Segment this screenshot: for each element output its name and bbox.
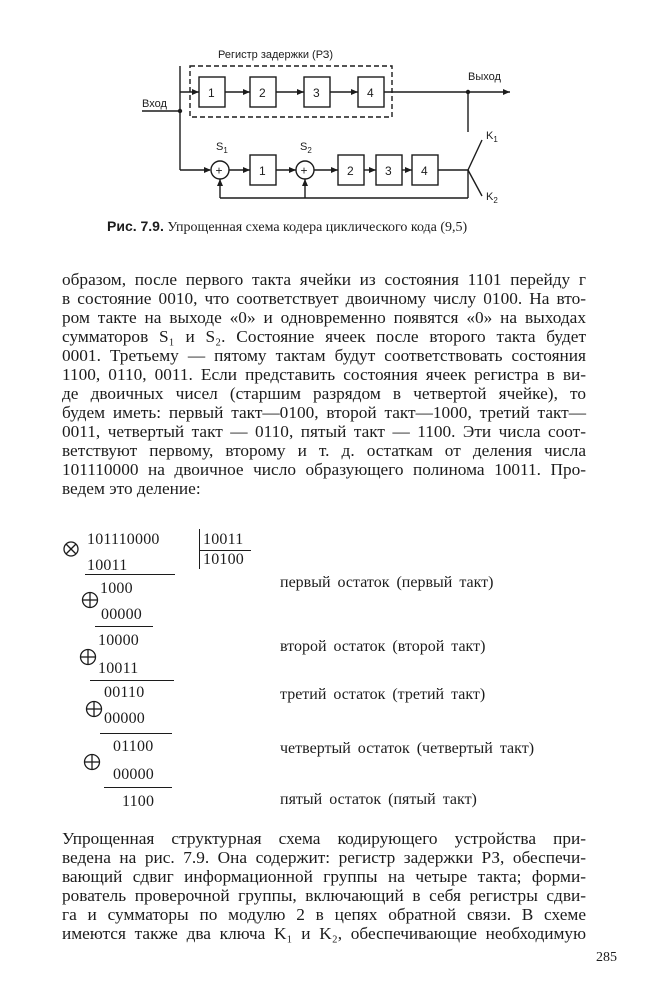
adder-s2-plus: + <box>300 163 308 178</box>
division-rule <box>95 626 153 627</box>
text-line: га и сумматоры по модулю 2 в цепях обратной связи. В схеме <box>62 905 586 924</box>
subtrahend-4: 00000 <box>104 710 145 727</box>
oplus-icon <box>82 752 102 772</box>
text-line: Упрощенная структурная схема кодирующего устройства при- <box>62 829 586 848</box>
figure-caption <box>107 218 467 236</box>
text-line: 0001. Третьему — пятому тактам будут соответствовать состояния <box>62 346 586 365</box>
rz-cell-1-label: 1 <box>208 86 215 100</box>
fb-cell-4-label: 4 <box>421 164 428 178</box>
remainder-2: 10000 <box>98 632 139 649</box>
text-line: будем иметь: первый такт—0100, второй такт—1000, третий такт— <box>62 403 586 422</box>
rz-cell-2-label: 2 <box>259 86 266 100</box>
division-rule <box>90 680 174 681</box>
remainder-label-1: первый остаток (первый такт) <box>280 574 494 591</box>
divisor: 10011 <box>203 531 244 548</box>
remainder-label-2: второй остаток (второй такт) <box>280 638 486 655</box>
dividend: 101110000 <box>87 531 160 548</box>
remainder-4: 01100 <box>113 738 154 755</box>
division-bar <box>199 529 200 569</box>
subtrahend-2: 00000 <box>101 606 142 623</box>
quotient: 10100 <box>203 551 244 568</box>
switch-k1-contact <box>468 140 482 170</box>
input-label: Вход <box>142 98 167 110</box>
text-line: в состояние 0010, что соответствует двоичному числу 0100. На вто- <box>62 289 586 308</box>
text-line: ведем это деление: <box>62 479 201 498</box>
remainder-label-5: пятый остаток (пятый такт) <box>280 791 477 808</box>
fb-cell-3-label: 3 <box>385 164 392 178</box>
encoder-diagram <box>0 0 650 215</box>
text-line: 1100, 0110, 0011. Если представить состояния ячеек регистра в ви- <box>62 365 586 384</box>
text-line: рователь проверочной группы, включающий в себя регистры сдви- <box>62 886 586 905</box>
s1-label: $S_1$ <box>216 141 228 155</box>
text-line: ветствуют первому, второму и т. д. остаткам от деления числа <box>62 441 586 460</box>
figure-caption-label: Рис. 7.9. <box>107 218 164 234</box>
fb-cell-2-label: 2 <box>347 164 354 178</box>
text-line: де двоичных чисел (старшим разрядом в четвертой ячейке), то <box>62 384 586 403</box>
subtrahend-3: 10011 <box>98 660 139 677</box>
k2-label: $K_2$ <box>486 191 498 205</box>
text-line: 101110000 на двоичное число образующего полинома 10011. Про- <box>62 460 586 479</box>
remainder-label-4: четвертый остаток (четвертый такт) <box>280 740 535 757</box>
remainder-1: 1000 <box>100 580 133 597</box>
page-number: 285 <box>596 950 617 965</box>
otimes-icon <box>62 540 80 558</box>
division-rule <box>85 574 175 575</box>
subtrahend-1: 10011 <box>87 557 128 574</box>
subtrahend-5: 00000 <box>113 766 154 783</box>
adder-s1-plus: + <box>215 163 223 178</box>
division-rule <box>100 733 172 734</box>
text-line: ведена на рис. 7.9. Она содержит: регистр задержки РЗ, обеспечи- <box>62 848 586 867</box>
k1-label: $K_1$ <box>486 130 498 144</box>
register-label: Регистр задержки (РЗ) <box>218 49 334 61</box>
division-rule <box>104 787 172 788</box>
remainder-5: 1100 <box>122 793 155 810</box>
switch-k2-contact <box>468 170 482 196</box>
text-line: имеются также два ключа K₁ и K₂, обеспечивающие необходимую <box>62 924 586 943</box>
text-line: ром такте на выходе «0» и одновременно появятся «0» на выходах <box>62 308 586 327</box>
remainder-3: 00110 <box>104 684 145 701</box>
figure-caption-text: Упрощенная схема кодера циклического кода (9,5) <box>167 220 468 235</box>
oplus-icon <box>84 699 104 719</box>
rz-cell-3-label: 3 <box>313 86 320 100</box>
text-line: сумматоров S₁ и S₂. Состояние ячеек после второго такта будет <box>62 327 586 346</box>
rz-cell-4-label: 4 <box>367 86 374 100</box>
text-line: 0011, четвертый такт — 0110, пятый такт — 1100. Эти числа соот- <box>62 422 586 441</box>
fb-cell-1-label: 1 <box>259 164 266 178</box>
text-line: вающий сдвиг информационной группы на четыре такта; форми- <box>62 867 586 886</box>
s2-label: $S_2$ <box>300 141 312 155</box>
text-line: образом, после первого такта ячейки из состояния 1101 перейду г <box>62 270 586 289</box>
oplus-icon <box>78 647 98 667</box>
remainder-label-3: третий остаток (третий такт) <box>280 686 486 703</box>
oplus-icon <box>80 590 100 610</box>
output-label: Выход <box>468 71 501 83</box>
